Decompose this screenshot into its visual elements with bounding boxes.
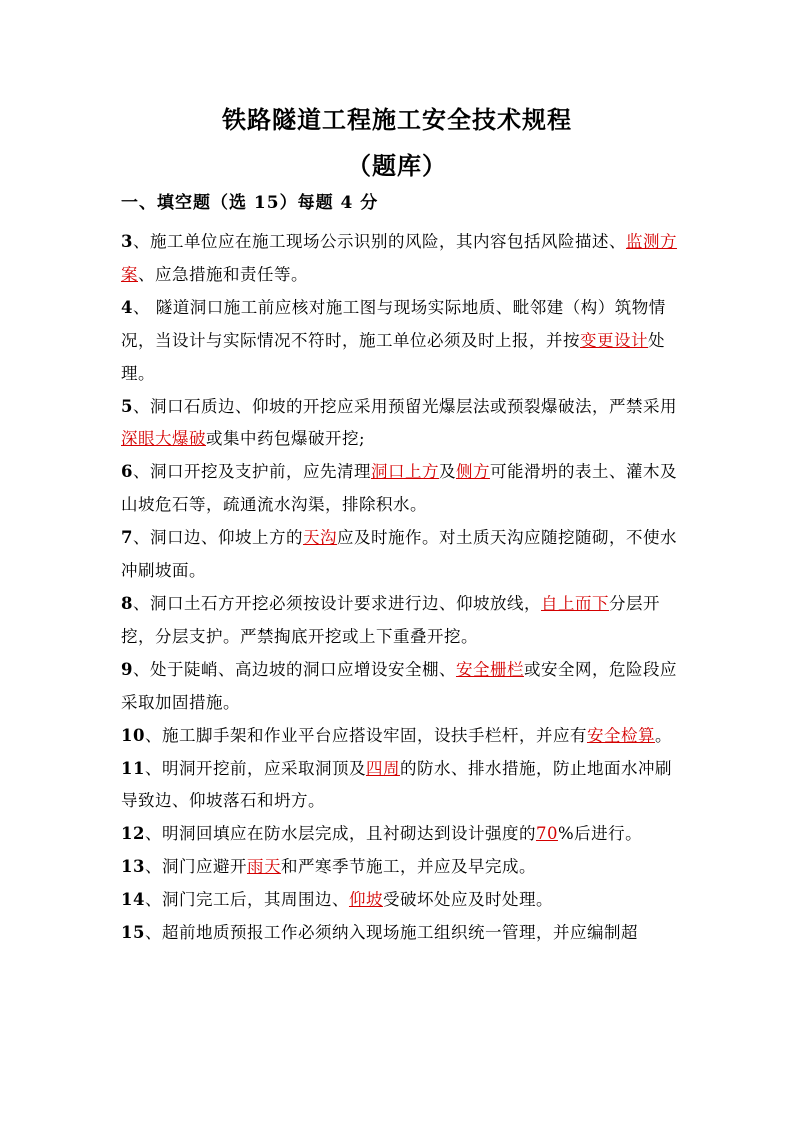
question-text: 、洞口开挖及支护前，应先清理	[132, 462, 371, 482]
answer-blank: 深眼大爆破	[121, 429, 206, 449]
question-text: 、洞门应避开	[144, 857, 247, 877]
question-text: 、明洞开挖前，应采取洞顶及	[144, 758, 366, 778]
question-text: 、 隧道洞口施工前应核对施工图与现场实际地质、毗邻建（构）筑物情况，当设计与实际情况不符时，施工单位必须及时上报，并按	[121, 297, 666, 350]
answer-blank: 侧方	[455, 462, 490, 482]
question-text: 的防水、排水措施，防止地面水冲刷导致边、仰坡落石和坍方。	[121, 758, 672, 811]
question-text: 。	[654, 725, 672, 745]
question-text: 分层开挖，分层支护。严禁掏底开挖或上下重叠开挖。	[121, 593, 660, 646]
question-number: 4	[121, 297, 133, 317]
question-number: 14	[121, 890, 145, 910]
question-number: 12	[121, 824, 145, 844]
section-heading: 一、填空题（选 15）每题 4 分	[121, 193, 379, 213]
question-item	[121, 851, 681, 884]
question-item	[121, 884, 681, 917]
question-item	[121, 654, 681, 720]
answer-blank: 雨天	[246, 857, 281, 877]
question-text: 应及时施作。对土质天沟应随挖随砌，不使水冲刷坡面。	[121, 528, 677, 581]
answer-blank: 洞口上方	[370, 462, 439, 482]
question-text: 、明洞回填应在防水层完成，且衬砌达到设计强度的	[144, 824, 536, 844]
question-item	[121, 588, 681, 654]
question-text: 、处于陡峭、高边坡的洞口应增设安全棚、	[132, 659, 456, 679]
question-item	[121, 522, 681, 588]
question-item	[121, 391, 681, 457]
question-item	[121, 720, 681, 753]
question-number: 9	[121, 659, 133, 679]
question-text: 或安全网，危险段应采取加固措施。	[121, 659, 677, 712]
question-number: 8	[121, 593, 133, 613]
question-item	[121, 818, 681, 851]
question-text: 、洞门完工后，其周围边、	[144, 890, 349, 910]
document-title: 铁路隧道工程施工安全技术规程	[222, 105, 572, 134]
question-item	[121, 753, 681, 819]
answer-blank: 天沟	[302, 528, 337, 548]
question-number: 3	[121, 232, 133, 251]
question-number: 13	[121, 857, 145, 877]
question-number: 6	[121, 462, 133, 482]
answer-blank: 安全栅栏	[455, 659, 524, 679]
question-text: 、洞口边、仰坡上方的	[132, 528, 303, 548]
answer-blank: 70	[535, 824, 558, 844]
question-text: 、超前地质预报工作必须纳入现场施工组织统一管理，并应编制超	[144, 923, 638, 943]
question-number: 11	[121, 758, 145, 778]
answer-blank: 变更设计	[580, 330, 648, 350]
question-text: 、洞口石质边、仰坡的开挖应采用预留光爆层法或预裂爆破法，严禁采用	[132, 396, 677, 416]
question-number: 7	[121, 528, 133, 548]
document-subtitle: （题库）	[347, 151, 447, 180]
question-number: 10	[121, 725, 145, 745]
question-text: 和严寒季节施工，并应及早完成。	[280, 857, 536, 877]
question-item	[121, 292, 681, 391]
answer-blank: 监测方案	[121, 232, 677, 284]
question-number: 15	[121, 923, 145, 943]
question-text: %后进行。	[557, 824, 643, 844]
answer-blank: 仰坡	[348, 890, 383, 910]
answer-blank: 自上而下	[540, 593, 609, 613]
question-number: 5	[121, 396, 133, 416]
question-item	[121, 456, 681, 522]
question-text: 、施工单位应在施工现场公示识别的风险，其内容包括风险描述、	[132, 232, 626, 251]
question-item	[121, 917, 681, 950]
question-list	[121, 226, 681, 950]
question-text: 及	[438, 462, 456, 482]
answer-blank: 四周	[365, 758, 400, 778]
question-item	[121, 226, 681, 292]
question-text: 、施工脚手架和作业平台应搭设牢固，设扶手栏杆，并应有	[144, 725, 587, 745]
question-text: 处理。	[121, 330, 665, 383]
question-text: 、应急措施和责任等。	[138, 264, 308, 284]
answer-blank: 安全检算	[586, 725, 655, 745]
question-text: 或集中药包爆破开挖;	[206, 429, 366, 449]
question-text: 可能滑坍的表土、灌木及山坡危石等，疏通流水沟渠，排除积水。	[121, 462, 677, 515]
question-text: 受破坏处应及时处理。	[382, 890, 553, 910]
question-text: 、洞口土石方开挖必须按设计要求进行边、仰坡放线，	[132, 593, 541, 613]
